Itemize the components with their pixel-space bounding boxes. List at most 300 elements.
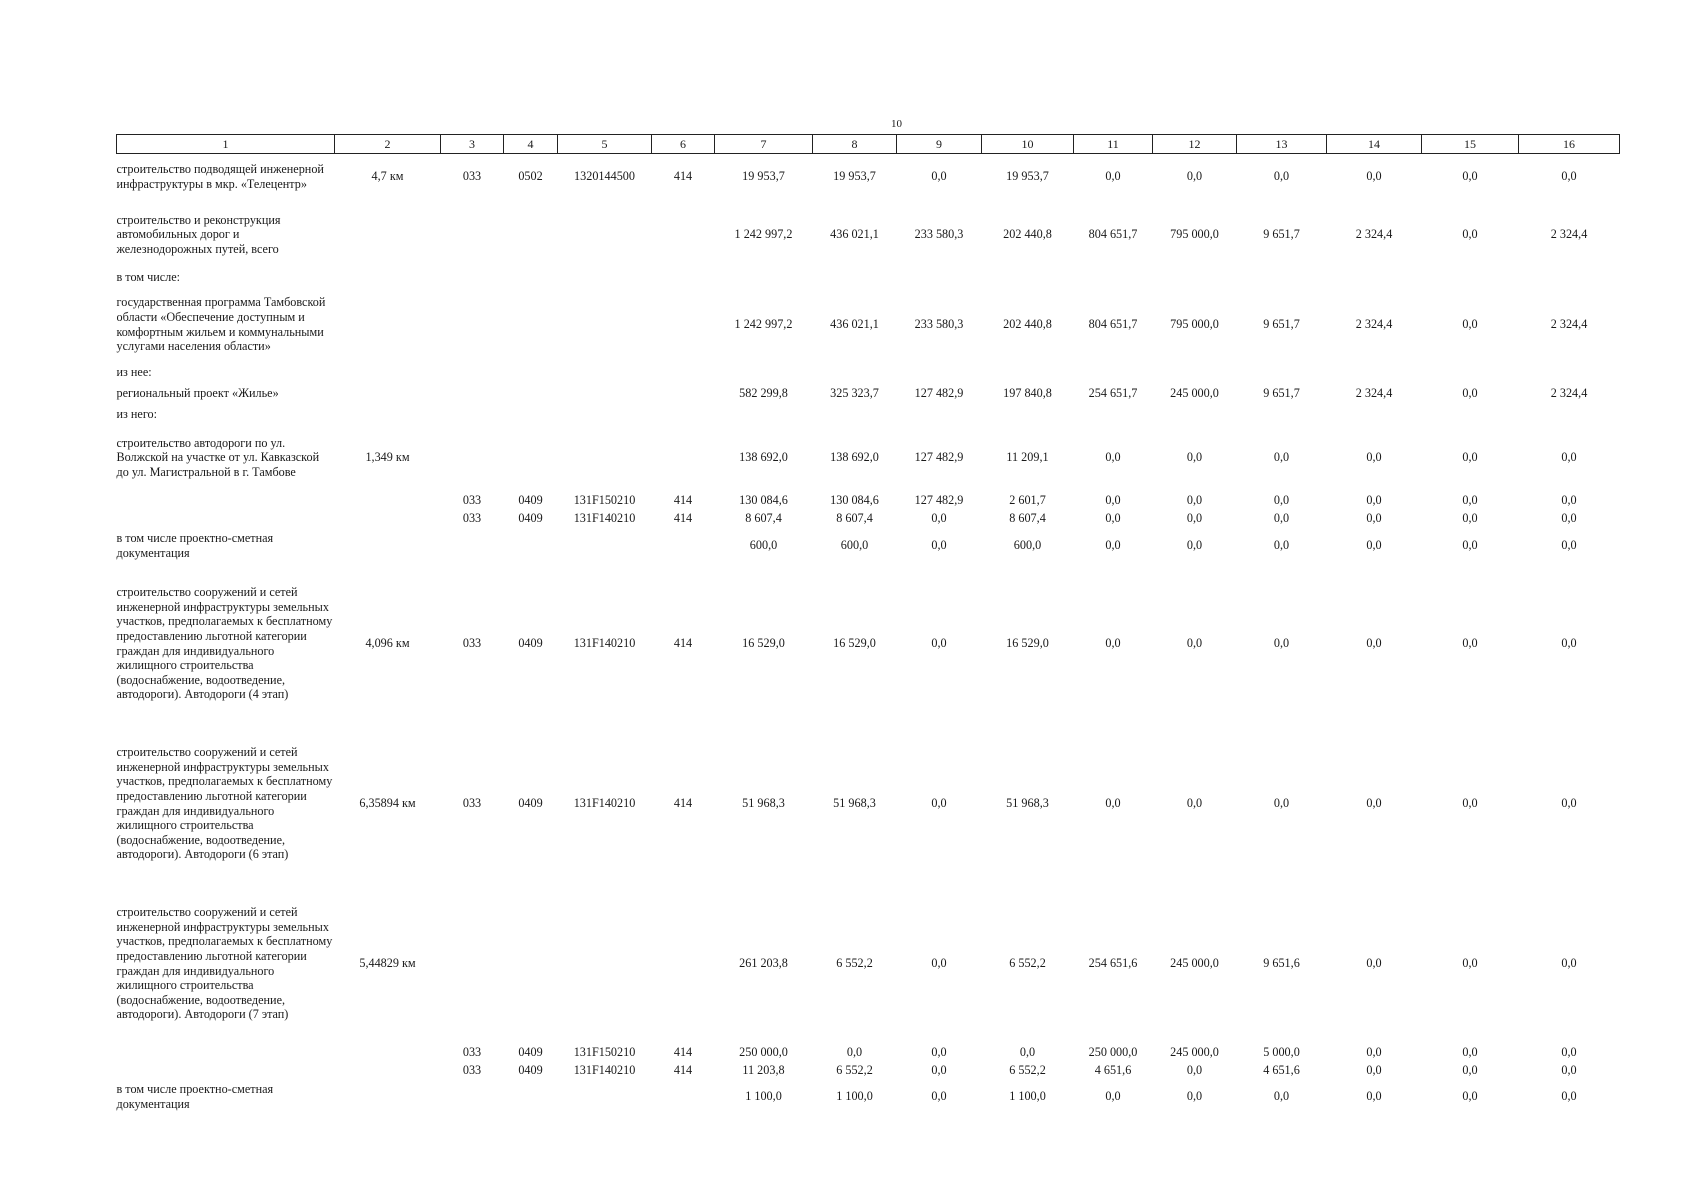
- value-cell-col7: 600,0: [749, 538, 778, 553]
- value-cell-col10: [982, 406, 1074, 424]
- value-cell-col10: 600,0: [1013, 538, 1042, 553]
- value-cell-col16: 0,0: [1561, 956, 1577, 971]
- value-cell-col16: 2 324,4: [1550, 317, 1588, 332]
- value-cell-col13: [1237, 406, 1327, 424]
- column-header-10: 10: [982, 135, 1074, 154]
- value-cell-col4: [504, 382, 558, 406]
- value-cell-col16: 0,0: [1561, 450, 1577, 465]
- value-cell-col2: [335, 406, 441, 424]
- value-cell-col4: 0502: [518, 169, 543, 184]
- value-cell-col16: 0,0: [1561, 538, 1577, 553]
- value-cell-col9: 0,0: [931, 636, 947, 651]
- value-cell-col11: 0,0: [1105, 511, 1121, 526]
- column-header-5: 5: [558, 135, 652, 154]
- value-cell-col11: 0,0: [1105, 169, 1121, 184]
- value-cell-col2: [335, 528, 441, 564]
- value-cell-col13: 9 651,7: [1263, 227, 1300, 242]
- column-header-7: 7: [715, 135, 813, 154]
- value-cell-col4: [504, 364, 558, 382]
- value-cell-col8: 16 529,0: [833, 636, 876, 651]
- value-cell-col15: 0,0: [1462, 317, 1478, 332]
- value-cell-col15: [1422, 270, 1519, 286]
- value-cell-col7: 250 000,0: [739, 1045, 788, 1060]
- value-cell-col8: [813, 364, 897, 382]
- table-row: [117, 286, 1620, 364]
- value-cell-col13: 0,0: [1273, 493, 1290, 508]
- column-header-14: 14: [1327, 135, 1422, 154]
- value-cell-col16: 0,0: [1561, 1045, 1577, 1060]
- value-cell-col11: 254 651,7: [1088, 386, 1138, 401]
- value-cell-col6: [652, 1080, 715, 1114]
- value-cell-col10: 6 552,2: [1009, 1063, 1046, 1078]
- value-cell-col9: 0,0: [931, 796, 947, 811]
- value-cell-col13: 5 000,0: [1263, 1045, 1300, 1060]
- value-cell-col2: 4,7 км: [371, 169, 404, 184]
- value-cell-col8: 51 968,3: [833, 796, 876, 811]
- value-cell-col11: [1074, 270, 1153, 286]
- value-cell-col10: [982, 270, 1074, 286]
- budget-table: [116, 134, 1620, 1114]
- value-cell-col5: 131F140210: [573, 636, 636, 651]
- value-cell-col13: 9 651,7: [1263, 386, 1300, 401]
- value-cell-col10: 51 968,3: [1006, 796, 1049, 811]
- table-row: [117, 424, 1620, 492]
- value-cell-col14: 0,0: [1366, 538, 1382, 553]
- value-cell-col10: 0,0: [1019, 1045, 1036, 1060]
- value-cell-col7: 582 299,8: [739, 386, 788, 401]
- value-cell-col11: 804 651,7: [1088, 227, 1138, 242]
- value-cell-col8: 130 084,6: [830, 493, 879, 508]
- value-cell-col6: 414: [673, 493, 693, 508]
- value-cell-col7: 261 203,8: [739, 956, 788, 971]
- value-cell-col3: [441, 200, 504, 270]
- value-cell-col5: 131F150210: [573, 493, 636, 508]
- value-cell-col11: 4 651,6: [1094, 1063, 1132, 1078]
- value-cell-col12: [1153, 406, 1237, 424]
- value-cell-col4: [504, 270, 558, 286]
- row-name-cell: в том числе:: [116, 270, 181, 285]
- column-header-4: 4: [504, 135, 558, 154]
- value-cell-col15: 0,0: [1462, 169, 1478, 184]
- value-cell-col7: 1 242 997,2: [734, 317, 793, 332]
- value-cell-col4: [504, 200, 558, 270]
- value-cell-col7: 16 529,0: [742, 636, 785, 651]
- value-cell-col5: 131F140210: [573, 796, 636, 811]
- value-cell-col13: 9 651,6: [1263, 956, 1300, 971]
- value-cell-col3: [441, 884, 504, 1044]
- row-name-cell: государственная программа Тамбовской области «Обеспечение доступным и комфортным жильем и коммунальными услугами населения области»: [116, 295, 326, 354]
- value-cell-col15: 0,0: [1462, 511, 1478, 526]
- row-name-cell: [117, 1062, 335, 1080]
- value-cell-col16: 0,0: [1561, 493, 1577, 508]
- value-cell-col9: 127 482,9: [914, 493, 964, 508]
- value-cell-col4: [504, 1080, 558, 1114]
- value-cell-col14: [1327, 406, 1422, 424]
- value-cell-col11: 250 000,0: [1088, 1045, 1138, 1060]
- column-header-3: 3: [441, 135, 504, 154]
- table-row: [117, 154, 1620, 200]
- value-cell-col4: 0409: [518, 511, 543, 526]
- value-cell-col15: 0,0: [1462, 796, 1478, 811]
- value-cell-col14: 0,0: [1366, 511, 1382, 526]
- value-cell-col3: [441, 364, 504, 382]
- value-cell-col5: [558, 884, 652, 1044]
- value-cell-col2: 5,44829 км: [359, 956, 416, 971]
- value-cell-col8: 138 692,0: [830, 450, 879, 465]
- value-cell-col5: [558, 382, 652, 406]
- value-cell-col14: 0,0: [1366, 1089, 1382, 1104]
- table-row: [117, 510, 1620, 528]
- value-cell-col4: [504, 286, 558, 364]
- value-cell-col4: 0409: [518, 1063, 543, 1078]
- value-cell-col16: 2 324,4: [1550, 386, 1588, 401]
- value-cell-col12: 0,0: [1186, 796, 1203, 811]
- value-cell-col12: 245 000,0: [1170, 1045, 1219, 1060]
- value-cell-col9: [897, 406, 982, 424]
- value-cell-col8: [813, 406, 897, 424]
- value-cell-col12: 245 000,0: [1170, 386, 1219, 401]
- value-cell-col9: 233 580,3: [914, 227, 964, 242]
- value-cell-col10: 16 529,0: [1006, 636, 1049, 651]
- value-cell-col14: 0,0: [1366, 636, 1382, 651]
- value-cell-col15: 0,0: [1462, 227, 1478, 242]
- value-cell-col13: 0,0: [1273, 450, 1290, 465]
- value-cell-col2: 4,096 км: [365, 636, 410, 651]
- value-cell-col10: 202 440,8: [1003, 317, 1052, 332]
- value-cell-col8: 325 323,7: [830, 386, 879, 401]
- value-cell-col3: [441, 528, 504, 564]
- table-row: [117, 200, 1620, 270]
- table-row: [117, 406, 1620, 424]
- value-cell-col6: [652, 364, 715, 382]
- table-row: [117, 884, 1620, 1044]
- value-cell-col6: 414: [673, 511, 693, 526]
- value-cell-col6: [652, 528, 715, 564]
- value-cell-col6: 414: [673, 636, 693, 651]
- value-cell-col7: 11 203,8: [742, 1063, 785, 1078]
- value-cell-col8: 1 100,0: [836, 1089, 873, 1104]
- value-cell-col12: [1153, 270, 1237, 286]
- value-cell-col13: 0,0: [1273, 796, 1290, 811]
- row-name-cell: строительство сооружений и сетей инженерной инфраструктуры земельных участков, предполагаемых к бесплатному предоставлению льготной категории граждан для индивидуального жилищного строительства (водоснабжение, водоотведение, автодороги). Автодороги (4 этап): [116, 585, 333, 702]
- row-name-cell: из него:: [116, 407, 157, 422]
- value-cell-col2: [335, 286, 441, 364]
- column-header-6: 6: [652, 135, 715, 154]
- header-row: [117, 135, 1620, 154]
- value-cell-col3: [441, 1080, 504, 1114]
- row-name-cell: строительство сооружений и сетей инженерной инфраструктуры земельных участков, предполагаемых к бесплатному предоставлению льготной категории граждан для индивидуального жилищного строительства (водоснабжение, водоотведение, автодороги). Автодороги (7 этап): [116, 905, 333, 1022]
- value-cell-col2: 6,35894 км: [359, 796, 416, 811]
- value-cell-col14: 0,0: [1366, 169, 1382, 184]
- value-cell-col2: [335, 1062, 441, 1080]
- value-cell-col15: [1422, 364, 1519, 382]
- value-cell-col11: 804 651,7: [1088, 317, 1138, 332]
- column-header-15: 15: [1422, 135, 1519, 154]
- value-cell-col9: 233 580,3: [914, 317, 964, 332]
- value-cell-col2: [335, 270, 441, 286]
- value-cell-col14: [1327, 270, 1422, 286]
- value-cell-col6: 414: [673, 1063, 693, 1078]
- value-cell-col11: 0,0: [1105, 450, 1121, 465]
- row-name-cell: строительство и реконструкция автомобильных дорог и железнодорожных путей, всего: [116, 212, 281, 256]
- value-cell-col9: [897, 364, 982, 382]
- value-cell-col2: [335, 492, 441, 510]
- value-cell-col3: 033: [462, 796, 482, 811]
- value-cell-col8: 436 021,1: [830, 227, 879, 242]
- column-header-13: 13: [1237, 135, 1327, 154]
- value-cell-col3: 033: [462, 169, 482, 184]
- value-cell-col9: 0,0: [931, 956, 947, 971]
- row-name-cell: строительство сооружений и сетей инженерной инфраструктуры земельных участков, предполагаемых к бесплатному предоставлению льготной категории граждан для индивидуального жилищного строительства (водоснабжение, водоотведение, автодороги). Автодороги (6 этап): [116, 745, 333, 862]
- value-cell-col8: 600,0: [840, 538, 869, 553]
- table-row: [117, 1044, 1620, 1062]
- value-cell-col14: 2 324,4: [1355, 386, 1393, 401]
- value-cell-col15: 0,0: [1462, 386, 1478, 401]
- value-cell-col14: 0,0: [1366, 493, 1382, 508]
- value-cell-col6: 414: [673, 796, 693, 811]
- row-name-cell: региональный проект «Жилье»: [116, 386, 279, 401]
- value-cell-col13: [1237, 364, 1327, 382]
- value-cell-col8: 436 021,1: [830, 317, 879, 332]
- table-row: [117, 364, 1620, 382]
- table-row: [117, 270, 1620, 286]
- value-cell-col9: 0,0: [931, 538, 947, 553]
- value-cell-col4: [504, 528, 558, 564]
- row-name-cell: [117, 1044, 335, 1062]
- table-row: [117, 1062, 1620, 1080]
- row-name-cell: в том числе проектно-сметная документация: [116, 530, 274, 560]
- column-header-9: 9: [897, 135, 982, 154]
- value-cell-col16: [1519, 364, 1620, 382]
- value-cell-col12: 795 000,0: [1170, 317, 1219, 332]
- value-cell-col3: 033: [462, 1063, 482, 1078]
- value-cell-col5: [558, 424, 652, 492]
- value-cell-col2: [335, 1080, 441, 1114]
- value-cell-col6: [652, 884, 715, 1044]
- value-cell-col2: [335, 382, 441, 406]
- value-cell-col5: [558, 200, 652, 270]
- value-cell-col7: 51 968,3: [742, 796, 785, 811]
- table-row: [117, 564, 1620, 724]
- value-cell-col7: [715, 364, 813, 382]
- column-header-11: 11: [1074, 135, 1153, 154]
- value-cell-col16: 0,0: [1561, 1089, 1577, 1104]
- value-cell-col13: 0,0: [1273, 511, 1290, 526]
- value-cell-col3: 033: [462, 1045, 482, 1060]
- value-cell-col7: 1 242 997,2: [734, 227, 793, 242]
- row-name-cell: строительство подводящей инженерной инфраструктуры в мкр. «Телецентр»: [116, 162, 324, 191]
- value-cell-col4: 0409: [518, 636, 543, 651]
- value-cell-col10: 1 100,0: [1009, 1089, 1046, 1104]
- value-cell-col13: 0,0: [1273, 1089, 1290, 1104]
- value-cell-col14: [1327, 364, 1422, 382]
- value-cell-col5: [558, 270, 652, 286]
- value-cell-col12: [1153, 364, 1237, 382]
- value-cell-col2: 1,349 км: [365, 450, 410, 465]
- value-cell-col7: 8 607,4: [745, 511, 782, 526]
- column-header-1: 1: [117, 135, 335, 154]
- value-cell-col15: 0,0: [1462, 450, 1478, 465]
- value-cell-col7: [715, 270, 813, 286]
- value-cell-col3: 033: [462, 636, 482, 651]
- row-name-cell: [117, 492, 335, 510]
- value-cell-col4: [504, 424, 558, 492]
- value-cell-col12: 0,0: [1186, 493, 1203, 508]
- value-cell-col3: [441, 286, 504, 364]
- value-cell-col8: 6 552,2: [836, 956, 873, 971]
- page-number: 10: [891, 118, 902, 130]
- value-cell-col7: 138 692,0: [739, 450, 788, 465]
- value-cell-col12: 795 000,0: [1170, 227, 1219, 242]
- value-cell-col5: 131F150210: [573, 1045, 636, 1060]
- row-name-cell: [117, 510, 335, 528]
- value-cell-col16: [1519, 270, 1620, 286]
- value-cell-col14: 0,0: [1366, 1045, 1382, 1060]
- value-cell-col13: [1237, 270, 1327, 286]
- value-cell-col5: [558, 528, 652, 564]
- value-cell-col12: 0,0: [1186, 511, 1203, 526]
- table-body: [117, 154, 1620, 1114]
- value-cell-col11: 0,0: [1105, 493, 1121, 508]
- value-cell-col15: 0,0: [1462, 1089, 1478, 1104]
- column-header-8: 8: [813, 135, 897, 154]
- column-header-12: 12: [1153, 135, 1237, 154]
- table-row: [117, 382, 1620, 406]
- value-cell-col12: 0,0: [1186, 538, 1203, 553]
- value-cell-col9: 0,0: [931, 1063, 947, 1078]
- value-cell-col10: 11 209,1: [1006, 450, 1049, 465]
- value-cell-col16: 0,0: [1561, 169, 1577, 184]
- value-cell-col6: [652, 200, 715, 270]
- value-cell-col4: [504, 884, 558, 1044]
- value-cell-col7: 130 084,6: [739, 493, 788, 508]
- value-cell-col5: [558, 406, 652, 424]
- value-cell-col15: 0,0: [1462, 493, 1478, 508]
- value-cell-col11: [1074, 364, 1153, 382]
- value-cell-col14: 0,0: [1366, 956, 1382, 971]
- row-name-cell: из нее:: [116, 365, 152, 380]
- value-cell-col3: [441, 270, 504, 286]
- value-cell-col6: [652, 424, 715, 492]
- value-cell-col11: 0,0: [1105, 636, 1121, 651]
- value-cell-col9: 0,0: [931, 1089, 947, 1104]
- value-cell-col13: 4 651,6: [1263, 1063, 1300, 1078]
- value-cell-col12: 0,0: [1186, 1063, 1203, 1078]
- value-cell-col16: 0,0: [1561, 511, 1577, 526]
- value-cell-col6: [652, 270, 715, 286]
- value-cell-col10: 19 953,7: [1006, 169, 1049, 184]
- value-cell-col5: [558, 1080, 652, 1114]
- value-cell-col3: [441, 382, 504, 406]
- value-cell-col10: 6 552,2: [1009, 956, 1046, 971]
- value-cell-col9: 0,0: [931, 1045, 947, 1060]
- value-cell-col3: 033: [462, 493, 482, 508]
- value-cell-col16: 0,0: [1561, 636, 1577, 651]
- value-cell-col15: 0,0: [1462, 636, 1478, 651]
- table-row: [117, 1080, 1620, 1114]
- value-cell-col14: 2 324,4: [1355, 227, 1393, 242]
- value-cell-col3: 033: [462, 511, 482, 526]
- value-cell-col2: [335, 200, 441, 270]
- value-cell-col13: 0,0: [1273, 538, 1290, 553]
- value-cell-col4: 0409: [518, 796, 543, 811]
- value-cell-col5: 131F140210: [573, 511, 636, 526]
- table-row: [117, 492, 1620, 510]
- value-cell-col2: [335, 510, 441, 528]
- value-cell-col6: 414: [673, 169, 693, 184]
- value-cell-col15: 0,0: [1462, 1063, 1478, 1078]
- table-row: [117, 528, 1620, 564]
- value-cell-col4: [504, 406, 558, 424]
- value-cell-col15: [1422, 406, 1519, 424]
- value-cell-col10: [982, 364, 1074, 382]
- value-cell-col13: 0,0: [1273, 636, 1290, 651]
- value-cell-col14: 0,0: [1366, 450, 1382, 465]
- value-cell-col12: 245 000,0: [1170, 956, 1219, 971]
- value-cell-col6: [652, 382, 715, 406]
- value-cell-col6: [652, 406, 715, 424]
- value-cell-col14: 0,0: [1366, 796, 1382, 811]
- value-cell-col10: 8 607,4: [1009, 511, 1046, 526]
- value-cell-col10: 2 601,7: [1009, 493, 1046, 508]
- value-cell-col6: [652, 286, 715, 364]
- value-cell-col8: 6 552,2: [836, 1063, 873, 1078]
- value-cell-col13: 0,0: [1273, 169, 1290, 184]
- value-cell-col9: [897, 270, 982, 286]
- row-name-cell: строительство автодороги по ул. Волжской на участке от ул. Кавказской до ул. Магистральной в г. Тамбове: [116, 435, 320, 479]
- value-cell-col12: 0,0: [1186, 169, 1203, 184]
- value-cell-col15: 0,0: [1462, 956, 1478, 971]
- value-cell-col2: [335, 1044, 441, 1062]
- value-cell-col5: [558, 364, 652, 382]
- value-cell-col5: [558, 286, 652, 364]
- value-cell-col11: [1074, 406, 1153, 424]
- value-cell-col9: 127 482,9: [914, 450, 964, 465]
- value-cell-col8: 8 607,4: [836, 511, 873, 526]
- value-cell-col14: 2 324,4: [1355, 317, 1393, 332]
- column-header-16: 16: [1519, 135, 1620, 154]
- value-cell-col9: 0,0: [931, 169, 947, 184]
- value-cell-col11: 254 651,6: [1088, 956, 1138, 971]
- table-row: [117, 724, 1620, 884]
- table-header: [117, 135, 1620, 154]
- value-cell-col7: 1 100,0: [745, 1089, 782, 1104]
- value-cell-col9: 127 482,9: [914, 386, 964, 401]
- value-cell-col5: 131F140210: [573, 1063, 636, 1078]
- value-cell-col8: 0,0: [846, 1045, 863, 1060]
- value-cell-col8: [813, 270, 897, 286]
- value-cell-col12: 0,0: [1186, 636, 1203, 651]
- value-cell-col15: 0,0: [1462, 1045, 1478, 1060]
- value-cell-col4: 0409: [518, 493, 543, 508]
- value-cell-col7: 19 953,7: [742, 169, 785, 184]
- value-cell-col12: 0,0: [1186, 1089, 1203, 1104]
- value-cell-col11: 0,0: [1105, 538, 1121, 553]
- value-cell-col2: [335, 364, 441, 382]
- value-cell-col3: [441, 406, 504, 424]
- value-cell-col13: 9 651,7: [1263, 317, 1300, 332]
- value-cell-col14: 0,0: [1366, 1063, 1382, 1078]
- value-cell-col10: 202 440,8: [1003, 227, 1052, 242]
- value-cell-col9: 0,0: [931, 511, 947, 526]
- value-cell-col8: 19 953,7: [833, 169, 876, 184]
- value-cell-col16: [1519, 406, 1620, 424]
- column-header-2: 2: [335, 135, 441, 154]
- value-cell-col10: 197 840,8: [1003, 386, 1052, 401]
- value-cell-col16: 2 324,4: [1550, 227, 1588, 242]
- value-cell-col4: 0409: [518, 1045, 543, 1060]
- value-cell-col7: [715, 406, 813, 424]
